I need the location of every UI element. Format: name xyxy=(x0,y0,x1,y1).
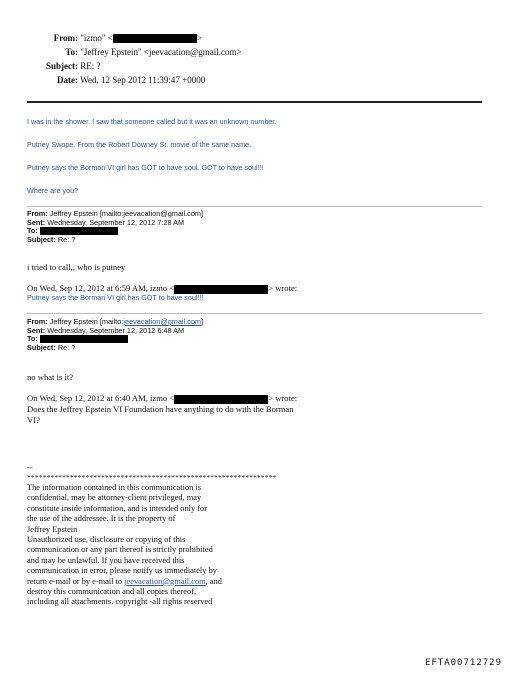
disclaimer-line: communication or any part thereof is strictly prohibited xyxy=(27,545,213,555)
reply2-to-label: To: xyxy=(27,334,38,344)
disclaimer-line: the use of the addressee. It is the property of xyxy=(27,514,176,524)
reply1-quote-line xyxy=(27,283,297,294)
disclaimer-line xyxy=(27,577,222,587)
reply2-quote-line xyxy=(27,393,297,404)
disclaimer-line-prefix: return e-mail or by e-mail to xyxy=(27,576,125,586)
reply2-email-link[interactable]: jeevacation@gmail.com xyxy=(123,317,201,326)
from-tail: > xyxy=(196,33,202,43)
header-subject xyxy=(40,61,101,71)
reply2-divider xyxy=(27,313,482,314)
reply1-subject-label: Subject: xyxy=(27,234,56,244)
subject-value: RE: ? xyxy=(80,61,101,71)
disclaimer-line: Jeffrey Epstein xyxy=(27,524,78,534)
reply1-from-value: Jeffrey Epstein [mailto:jeevacation@gmail.com] xyxy=(49,209,203,218)
from-label: From: xyxy=(53,33,78,43)
redaction-box xyxy=(113,34,197,43)
reply2-subject-value: Re: ? xyxy=(57,342,76,352)
message-line: Putney says the Borman VI girl has GOT to have soul. GOT to have soul!!! xyxy=(27,163,264,172)
reply2-sent-label: Sent: xyxy=(27,325,46,335)
reply1-divider xyxy=(27,206,482,207)
reply2-from-prefix: Jeffrey Epstein [mailto: xyxy=(49,317,124,326)
reply1-header xyxy=(27,210,203,244)
disclaimer-email-link[interactable]: jeevacation@gmail.com xyxy=(124,576,206,586)
message-line: Putney Swope. From the Robert Downey Sr. movie of the same name. xyxy=(27,140,252,149)
reply1-sent-value: Wednesday, September 12, 2012 7:28 AM xyxy=(47,217,185,227)
header-divider xyxy=(27,101,482,103)
bates-number: EFTA00712729 xyxy=(424,658,502,668)
disclaimer-line: communication in error, please notify us immediately by xyxy=(27,566,217,576)
reply2-subject-label: Subject: xyxy=(27,342,56,352)
disclaimer-line: confidential, may be attorney-client privileged, may xyxy=(27,493,202,503)
reply2-from-suffix: ] xyxy=(200,317,204,326)
disclaimer-line: The information contained in this communication is xyxy=(27,483,201,492)
reply2-quoted-line: Does the Jeffrey Epstein VI Foundation have anything to do with the Borman xyxy=(27,404,294,414)
reply1-subject-value: Re: ? xyxy=(57,234,76,244)
disclaimer-line: and may be unlawful. If you have received this xyxy=(27,555,185,565)
reply1-body: i tried to call,, who is putney xyxy=(27,262,126,272)
reply1-quote-suffix: > wrote: xyxy=(268,283,298,293)
signature-dash: -- xyxy=(27,462,33,472)
reply2-sent-value: Wednesday, September 12, 2012 6:48 AM xyxy=(47,325,185,335)
disclaimer-line: constitute inside information, and is intended only for xyxy=(27,503,208,513)
to-label: To: xyxy=(65,47,78,57)
reply2-quote-suffix: > wrote: xyxy=(268,393,298,403)
date-value: Wed, 12 Sep 2012 11:39:47 +0000 xyxy=(80,75,206,85)
disclaimer xyxy=(27,483,222,608)
reply1-quoted: Putney says the Borman VI girl has GOT to have soul!!! xyxy=(27,293,204,302)
reply2-header xyxy=(27,318,203,352)
message-line: Where are you? xyxy=(27,186,79,195)
header-from xyxy=(40,33,202,43)
subject-label: Subject: xyxy=(46,61,78,71)
reply1-from-label: From: xyxy=(27,209,48,218)
disclaimer-line: Unauthorized use, disclosure or copying of this xyxy=(27,535,186,545)
header-to xyxy=(40,47,242,57)
reply1-sent-label: Sent: xyxy=(27,217,46,227)
reply1-to-label: To: xyxy=(27,226,38,236)
reply2-quote-prefix: On Wed, Sep 12, 2012 at 6:40 AM, izmo < xyxy=(27,393,175,403)
to-value: "Jeffrey Epstein" <jeevacation@gmail.com> xyxy=(80,47,242,57)
reply2-body: no what is it? xyxy=(27,372,74,382)
redaction-box xyxy=(174,395,268,404)
disclaimer-line: including all attachments. copyright -all rights reserved xyxy=(27,597,213,607)
message-line: I was in the shower. I saw that someone called but it was an unknown number. xyxy=(27,117,277,126)
date-label: Date: xyxy=(57,75,78,85)
reply1-quote-prefix: On Wed, Sep 12, 2012 at 6:59 AM, izmo < xyxy=(27,283,175,293)
from-value: "izmo" < xyxy=(80,33,113,43)
header-date xyxy=(40,75,205,85)
disclaimer-line: destroy this communication and all copies thereof, xyxy=(27,587,197,597)
disclaimer-line-suffix: , and xyxy=(205,576,222,586)
reply2-from-label: From: xyxy=(27,317,48,326)
reply2-quoted-line: VI? xyxy=(27,415,40,425)
stars-divider: **************************************************************** xyxy=(27,473,277,482)
